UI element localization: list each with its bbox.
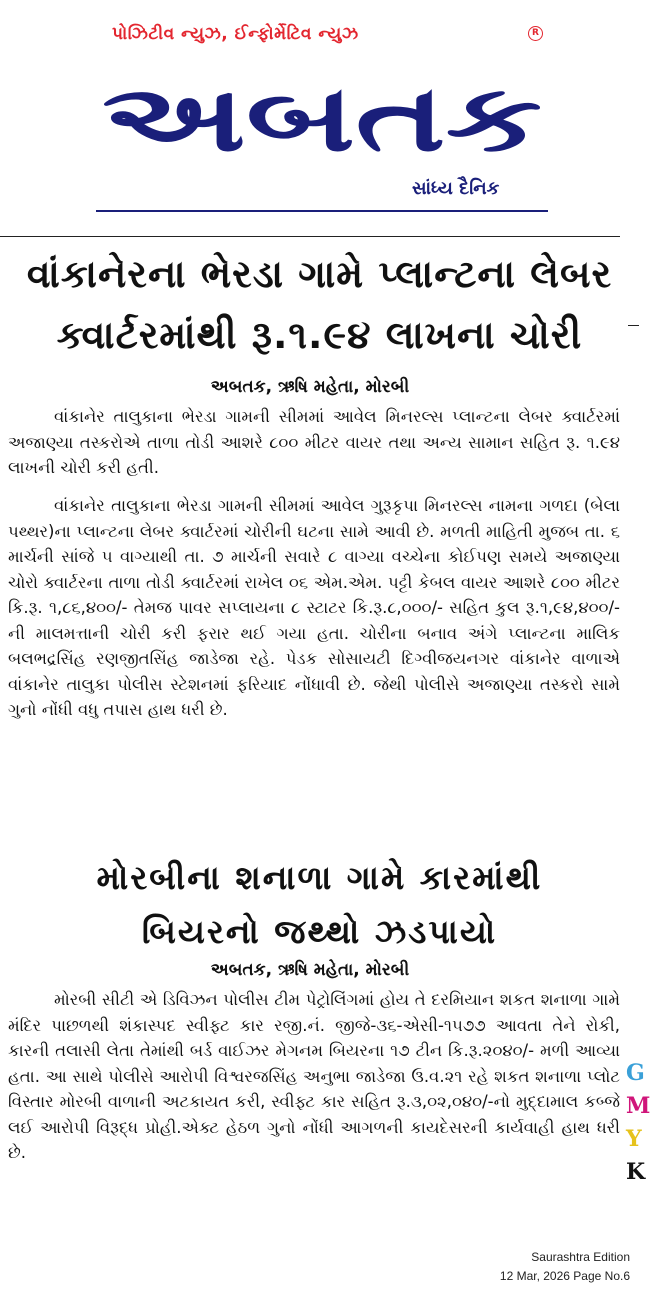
article1-paragraph1: વાંકાનેર તાલુકાના ભેરડા ગામની સીમમાં આવેલ મિનરલ્સ પ્લાન્ટના લેબર ક્વાર્ટરમાં અજાણ્યા તસ્કરોએ તાળા તોડી આશરે ૮૦૦ મીટર વાયર તથા અન્ય સામાન સહિત રૂ. ૧.૯૪ લાખની ચોરી કરી હતી.	[8, 407, 620, 477]
registered-mark-icon: R	[528, 26, 543, 41]
masthead-subtitle: સાંધ્ય દૈનિક	[412, 178, 500, 199]
footer-date-page: 12 Mar, 2026 Page No.6	[499, 1269, 630, 1283]
edge-letter-g: G	[626, 1060, 645, 1086]
logo-text: અબતક	[102, 65, 542, 172]
abtak-logo	[95, 42, 550, 177]
article2-headline-line2: બિયરનો જથ્થો ઝડપાયો	[141, 912, 498, 951]
edge-letter-y: Y	[626, 1126, 642, 1152]
masthead-tagline: પોઝિટીવ ન્યુઝ, ઈન્ફોર્મેટિવ ન્યુઝ	[112, 24, 359, 44]
article1-byline: અબતક, ઋષિ મહેતા, મોરબી	[210, 377, 410, 397]
article1-headline-line1: વાંકાનેરના ભેરડા ગામે પ્લાન્ટના લેબર	[26, 252, 613, 296]
masthead-divider	[0, 236, 620, 237]
edge-letter-m: M	[626, 1093, 650, 1119]
article2-byline: અબતક, ઋષિ મહેતા, મોરબી	[210, 960, 410, 980]
article1-headline-line2: ક્વાર્ટરમાંથી રૂ.૧.૯૪ લાખના ચોરી	[56, 313, 583, 357]
masthead	[0, 0, 639, 236]
masthead-rule	[96, 210, 548, 212]
edge-letter-k: K	[626, 1159, 646, 1185]
article1-paragraph2: વાંકાનેર તાલુકાના ભેરડા ગામની સીમમાં આવેલ ગુરૂકૃપા મિનરલ્સ નામના ગળદા (બેલા પથ્થર)ના પ્લાન્ટના લેબર ક્વાર્ટરમાં ચોરીની ઘટના સામે આવી છે. મળતી માહિતી મુજબ તા. ૬ માર્ચની સાંજે ૫ વાગ્યાથી તા. ૭ માર્ચની સવારે ૮ વાગ્યા વચ્ચેના કોઈપણ સમયે અજાણ્યા ચોરો ક્વાર્ટરના તાળા તોડી ક્વાર્ટરમાં રાખેલ ૦૬ એમ.એમ. પટ્ટી કેબલ વાયર આશરે ૮૦૦ મીટર કિ.રૂ. ૧,૮૬,૪૦૦/- તેમજ પાવર સપ્લાયના ૮ સ્ટાટર કિ.રૂ.૮,૦૦૦/- સહિત કુલ રૂ.૧,૯૪,૪૦૦/-ની માલમત્તાની ચોરી કરી ફરાર થઈ ગયા હતા. ચોરીના બનાવ અંગે પ્લાન્ટના માલિક બલભદ્રસિંહ રણજીતસિંહ જાડેજા રહે. પેડક સોસાયટી દિગ્વીજયનગર વાંકાનેર વાળાએ વાંકાનેર તાલુકા પોલીસ સ્ટેશનમાં ફરિયાદ નોંધાવી છે. જેથી પોલીસે અજાણ્યા તસ્કરો સામે ગુનો નોંધી વધુ તપાસ હાથ ધરી છે.	[8, 496, 620, 719]
article2-paragraph1: મોરબી સીટી એ ડિવિઝન પોલીસ ટીમ પેટ્રોલિંગમાં હોય તે દરમિયાન શકત શનાળા ગામે મંદિર પાછળથી શંકાસ્પદ સ્વીફ્ટ કાર રજી.નં. જીજે-૩૬-એસી-૧૫૭૭ આવતા તેને રોકી, કારની તલાસી લેતા તેમાંથી બર્ડ વાઈઝર મેગનમ બિયરના ૧૭ ટીન કિ.રૂ.૨૦૪૦/- મળી આવ્યા હતા. આ સાથે પોલીસે આરોપી વિશ્વરજસિંહ અનુભા જાડેજા ઉ.વ.૨૧ રહે શકત શનાળા પ્લોટ વિસ્તાર મોરબી વાળાની અટકાયત કરી, સ્વીફ્ટ કાર સહિત રૂ.૩,૦૨,૦૪૦/-નો મુદ્દામાલ કબ્જે લઈ આરોપી વિરૂદ્ધ પ્રોહી.એક્ટ હેઠળ ગુનો નોંધી આગળની કાયદેસરની કાર્યવાહી હાથ ધરી છે.	[8, 990, 620, 1162]
footer-edition: Saurashtra Edition	[531, 1250, 630, 1264]
article2-headline-line1: મોરબીના શનાળા ગામે કારમાંથી	[96, 858, 543, 897]
